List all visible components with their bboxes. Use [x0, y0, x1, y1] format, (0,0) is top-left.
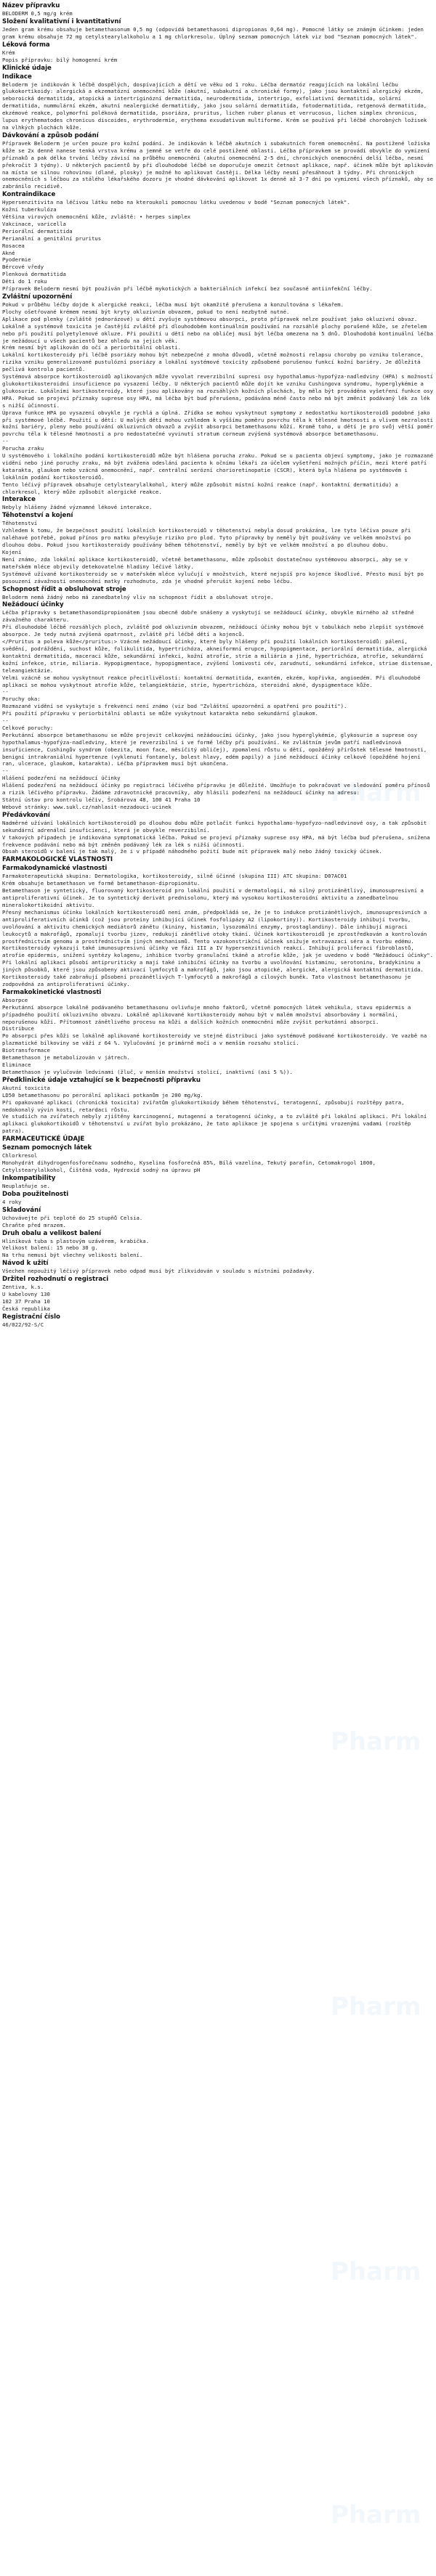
section-heading: Návod k užití [2, 1260, 49, 1268]
body-text: Celkové poruchy: [2, 724, 54, 731]
body-text: Neuplatňuje se. [2, 1182, 50, 1189]
section-heading: Předávkování [2, 811, 50, 819]
body-text: Státní ústav pro kontrolu léčiv, Šrobárova 48, 100 41 Praha 10 [2, 796, 201, 803]
section-heading: Těhotenství a kojení [2, 512, 73, 520]
body-text: Není známo, zda lokální aplikace kortikosteroidů, včetně betamethasonu, může způsobit dostatečnou systémovou absorpci, aby se v mateřském mléce objevily detekovatelné hladiny léčivé látky. [2, 555, 411, 570]
body-text: Při opakované aplikaci (chronická toxicita) zvířatům glukokortikoidy během těhotenství, teratogenní, způsobují rozštěpy patra, nedokonalý vývin kostí, retardaci růstu. [2, 1099, 408, 1113]
body-text: Chlorkresol [2, 1152, 38, 1159]
body-text: LD50 betamethasonu po perorální aplikaci potkanům je 200 mg/kg. [2, 1091, 203, 1099]
body-text: Přesný mechanismus účinku lokálních kortikosteroidů není znám, předpokládá se, že je to indukce protizánětlivých, imunosupresivních a antiproliferativních účinků (což jsou proteiny inhibující účinek fosfolipázy A2 (lipokortiny)). Kortikosteroidy inhibují tvorbu, uvolňování a aktivitu chemických mediátorů zánětu (kininy, histamin, lysozomální enzymy, prostaglandiny). Dále inhibují migraci leukocytů a makrofágů, zpomalují tvorbu jizev, redukují zánětlivé otoky tkání. Účinek kortikosteroidů je zprostředkován a kontrolován prostřednictvím genomu a prostřednictvím jiných mechanismů. Tento vazokonstrikční účinek snižuje extravazaci séra a tvorbu edému. Kortikosteroidy vykazují také imunosupresivní účinky ve fázi III a IV hypersenzitivních reakcí. Inhibují proliferaci fibroblastů, atrofie epidermis, snížení syntézy kolagenu, inhibice tvorby granulační tkáně a atrofie kůže, jak je uvedeno v bodě "Nežádoucí účinky". Při lokální aplikaci působí antipruriticky a mají také inhibiční účinky na tvorbu a uvolňování histaminu, serotoninu, bradykininu a jiných působků, které jsou způsobeny aktivací lymfocytů a makrofágů, jako jsou atopické, alergické, alergická kontaktní dermatitida. Kortikosteroidy také zabraňují působení prozánětlivých T-lymfocytů a makrofágů a cílových buněk. Tato vlastnost betamethasonu je zodpovědná za antiproliferativní účinky. [2, 908, 434, 987]
separator: -- [2, 767, 9, 775]
separator: -- [2, 438, 9, 445]
body-text: Hlášení podezření na nežádoucí účinky [2, 775, 121, 782]
section-heading: Registrační číslo [2, 1313, 60, 1321]
separator: -- [2, 717, 9, 725]
pharmacy-watermark: Pharm [331, 1727, 421, 1756]
body-text: Kožní tuberkulóza [2, 206, 57, 213]
section-heading: Léková forma [2, 41, 50, 49]
body-text: Pyodermie [2, 256, 31, 264]
section-heading: Inkompatibility [2, 1174, 56, 1182]
body-text: Perkutánní absorpce betamethasonu se může projevit celkovými nežádoucími účinky, jako jsou hyperglykémie, glykosurie a suprese osy hypothalamus-hypofýza-nadledviny, které je reverzibilní i ve formě léčby při používání. Ke zvláštním jevům patří nadledvinová insuficience, Cushingův syndrom (obezita, moon face, měsíčitý obličej), zpomalení růstu u dětí, opožděný přírůstek tělesné hmotnosti, benigní intrakraniální hypertenze (vyklenutí fontanely, bolest hlavy, edém papily) a jiné nežádoucí účinky celkové (opožděné hojení ran, ulcerace, glaukom, katarakta). Léčba přípravkem musí být ukončena. [2, 731, 430, 767]
body-text: Na trhu nemusí být všechny velikosti balení. [2, 1252, 143, 1259]
body-text: </Pruritus a poleva kůže</pruritus:> Vzácné nežádoucí účinky, které byly hlášeny při použití lokálních kortikosteroidů: pálení, svědění, podráždění, suchost kůže, folikulitida, hypertrichóza, akneiformní erupce, hypopigmentace, periorální dermatitida, alergická kontaktní dermatitida, maceraci kůže, sekundární infekci, kožní atrofie, strie a miliária a jiné, hypertrichóza, atrofie, sekundární kožní infekce, strie, miliaria. Hypopigmentace, hypopigmentace, zvýšení lomivosti cév, zarudnutí, sekundární infekce, striae distensae, teleangiektázie. [2, 638, 434, 674]
body-text: Betamethason je syntetický, fluorovaný kortikosteroid pro lokální použití v dermatologii, má silný protizánětlivý, imunosupresivní a antiproliferativní účinek. Je to syntetický derivát prednisolonu, který má vysokou kortikosteroidní aktivitu a zanedbatelnou mineralokortikoidní aktivitu. [2, 887, 427, 908]
section-heading: Druh obalu a velikost balení [2, 1229, 102, 1237]
body-text: Chraňte před mrazem. [2, 1221, 66, 1228]
section-heading: Farmakodynamické vlastnosti [2, 865, 108, 873]
body-text: Systémově užívané kortikosteroidy se v mateřském mléce vylučují v množstvích, které nejspíš pro kojence škodlivé. Přesto musí být po posouzení závažnosti onemocnění matky rozhodnuto, zda je vhodné přerušit kojení nebo léčbu. [2, 570, 427, 584]
body-text: Obsah steroidů v balení je tak malý, že i v případě náhodného požití bude mít přípravek malý nebo žádný toxický účinek. [2, 848, 382, 855]
body-text: Při dlouhodobé léčbě rozsáhlých ploch, zvláště pod okluzivním obvazem, nežádoucí účinky mohou být v tabulkách nebo zlepšit systémové absorpce. Je tedy nutná zvýšená opatrnost, zvláště při léčbě dětí a kojenců. [2, 624, 427, 638]
body-text: Hypersenzitivita na léčivou látku nebo na kteroukoli pomocnou látku uvedenou v bodě "Seznam pomocných látek". [2, 199, 350, 206]
section-heading: Složení kvalitativní i kvantitativní [2, 17, 121, 25]
body-text: Beloderm je indikován k léčbě dospělých, dospívajících a dětí ve věku od 1 roku. Léčba dermatóz reagujících na lokální léčbu glukokortikoidy: alergická a ekzematózní onemocnění kůže (akutní, subakutní a chronické formy), jako jsou kontaktní alergický ekzém, seboroická dermatitida, atopická a intertriginózní dermatitida, neurodermitida, intertrigo, exfoliativní dermatitida, solární dermatitida, nummulární ekzém, akutní nealergické dermatitidy, jako jsou solární dermatitida, fotodermatitida, retgenová dermatitida, ekzémové reakce, polymorfní poléková dermatitida, psoriáza, pruritus, lichen ruber planus et verrucosus, lichen simplex chronicus, lupus erythematodes chronicus discoides, erythrodermie, erythema exsudativum multiforme. Krém se používá při léčbě chorobných ložisek na vlhkých plochách kůže. [2, 81, 430, 131]
body-text: Velikost balení: 15 nebo 30 g. [2, 1244, 98, 1252]
section-heading: Název přípravku [2, 2, 60, 9]
body-text: Přípravek Beloderm je určen pouze pro kožní podání. Je indikován k léčbě akutních i subakutních forem onemocnění. Na postižené ložiska kůže se 2x denně nanese tenká vrstva krému a jemně se vetře do celé postižené oblasti. Léčba přípravkem se provádí obvykle do vymizení příznaků a pak délka trvání léčby závisí na průběhu onemocnění (akutní onemocnění 2-5 dní, chronických onemocnění delší léčba, nesmí překročit 3 týdny). U některých pacientů by při dlouhodobé léčbě se doporučuje omezit četnost aplikace, např. účinek může být aplikován na místa se silnou rohovinou (dlaně, plosky) je možné ho aplikovat častěji. Délka léčby nesmí přesáhnout 3 týdny. Při chronických onemocněních s léčbou za stálého lékařského dozoru je vhodné dávkování aplikovat 1x denně až 3-7 dní po vymizení všech příznaků, aby se zabránilo recidivě. [2, 139, 434, 190]
body-text: Biotransformace [2, 1047, 50, 1054]
section-heading: Skladování [2, 1206, 41, 1214]
body-text: U systémového i lokálního podání kortikosteroidů může být hlášena porucha zraku. Pokud se u pacienta objeví symptomy, jako je rozmazané vidění nebo jiné poruchy zraku, má být zvážena odeslání pacienta k očnímu lékaři za účelem vyšetření možných příčin, mezi které patří katarakta, glaukom nebo vzácná onemocnění, např. centrální serózní chorioretinopatie (CSCR), která byla hlášena po systémovém i lokálním podání kortikosteroidů. [2, 452, 434, 481]
body-text: Kojení [2, 549, 22, 555]
body-text: Poruchy oka: [2, 696, 41, 703]
body-text: Uchovávejte při teplotě do 25 stupňů Celsia. [2, 1214, 143, 1221]
body-text: Betamethason je vylučován ledvinami (žluč, v menším množství stolicí, inaktivní (asi 5 %)). [2, 1068, 293, 1075]
body-text: Popis přípravku: bílý homogenní krém [2, 56, 118, 63]
body-text: Pokud v průběhu léčby dojde k alergické reakci, léčba musí být okamžitě přerušena a konzultována s lékařem. [2, 301, 344, 308]
body-text: Hlášení podezření na nežádoucí účinky po registraci léčivého přípravku je důležité. Umožňuje to pokračovat ve sledování poměru přínosů a rizik léčivého přípravku. Žádáme zdravotnické pracovníky, aby hlásili podezření na nežádoucí účinky na adresu: [2, 782, 434, 796]
pharmacy-watermark: Pharm [331, 778, 421, 807]
body-text: Děti do 1 roku [2, 278, 47, 285]
body-text: 46/022/92-S/C [2, 1321, 44, 1328]
body-text: Plenková dermatitida [2, 271, 66, 278]
body-text: Nebyly hlášeny žádné významné lékové interakce. [2, 504, 153, 511]
section-heading: FARMACEUTICKÉ ÚDAJE [2, 1136, 85, 1144]
section-heading: Farmakokinetické vlastnosti [2, 988, 102, 996]
body-text: Perkutánní absorpce lokálně podávaného betamethasonu ovlivňuje mnoho faktorů, včetně pomocných látek vehikula, stavu epidermis a případného použití okluzivního obvazu. Lokálně aplikované kortikosteroidy mohou být v malém množství absorbovány i normální, neporušenou kůží. Přítomnost zánětlivého procesu na kůži a dalších kožních onemocnění může zvýšit perkutánní absorpci. [2, 1003, 414, 1025]
body-text: Zentiva, k.s. [2, 1284, 44, 1291]
body-text: Většina virových onemocnění kůže, zvláště: • herpes simplex [2, 213, 191, 221]
section-heading: FARMAKOLOGICKÉ VLASTNOSTI [2, 856, 113, 864]
separator: -- [2, 688, 9, 696]
body-text: Beloderm nemá žádný nebo má zanedbatelný vliv na schopnost řídit a obsluhovat stroje. [2, 593, 274, 600]
body-text: Krém [2, 49, 15, 56]
body-text: Vzhledem k tomu, že bezpečnost použití lokálních kortikosteroidů v těhotenství nebyla dosud prokázána, lze tyto léčiva pouze při naléhavé potřebě, pokud přínos pro matku převyšuje riziko pro plod. Tyto přípravky by neměly být používány ve velkém množství po dlouhou dobu. Pokud jsou kortikosteroidy používány během těhotenství, neměly by být ve velkém množství a po dlouhou dobu. [2, 527, 414, 549]
body-text: Absorpce [2, 996, 28, 1003]
body-text: 4 roky [2, 1198, 22, 1205]
body-text: U kabelovny 130 [2, 1291, 50, 1298]
body-text: Nadměrné užívání lokálních kortikosteroidů po dlouhou dobu může potlačit funkci hypothalamo-hypofyzo-nadledvinové osy, a tak způsobit sekundární adrenální insuficienci, která je obvykle reverzibilní. [2, 819, 430, 833]
body-text: Farmakoterapeutická skupina: Dermatologika, kortikosteroidy, silně účinné (skupina III) ATC skupina: D07AC01 [2, 873, 347, 880]
body-text: Česká republika [2, 1305, 50, 1312]
body-text: Krém nesmí být aplikován do očí a periorbitální oblasti. [2, 344, 182, 351]
body-text: Rosacea [2, 242, 25, 249]
body-text: Aplikace pod plenky (zvláště jednorázové) u dětí zvyšuje systémovou absorpci, proto přípravek nelze používat jako okluzivní obvaz. [2, 315, 418, 322]
body-text: Při použití přípravku v periorbitální oblasti se může vyskytnout katarakta nebo sekundární glaukom. [2, 710, 318, 717]
body-text: Velmi vzácně se mohou vyskytnout reakce přecitlivělosti: kontaktní dermatitida, exantém, ekzém, kopřivka, angioedém. Při dlouhodobé aplikaci se mohou vyskytnout atrofie kůže, telangiektázie, strie, hypertrichóza, steroidní akné, dyspigmentace kůže. [2, 674, 424, 688]
body-text: Porucha zraku [2, 445, 44, 452]
body-text: Lokálně a systémově toxicita je častější zvláště při dlouhodobém kontinuálním používání na rozsáhlé plochy porušené kůže, se zřetelem nebo při použití polyetylenové okluze. Při použití u dětí nebo na obličej musí být léčba omezena na 5 dnů. Dlouhodobá kontinuální léčba je nežádoucí u všech pacientů bez ohledu na jejich věk. [2, 322, 434, 344]
body-text: Monohydrát dihydrogenfosforečnanu sodného, Kyselina fosforečná 85%, Bílá vazelína, Tekutý parafin, Cetomakrogol 1000, Cetylstearylalkohol, Čištěná voda, Hydroxid sodný na úpravu pH [2, 1159, 379, 1173]
section-heading: Držitel rozhodnutí o registraci [2, 1276, 109, 1284]
body-text: Systémová absorpce kortikosteroidů aplikovaných může vyvolat reverzibilní supresi osy hypothalamus-hypofýza-nadledviny (HPA) s možností glukokortikosteroidní insuficience po vysazení léčby. U některých pacientů může dojít ke vzniku Cushingova syndromu, hyperglykémie a glukosurie. Lokálními kortikosteroidy, které jsou aplikovány na rozsáhlých kožních plochách, by měla být prováděna vyšetření funkce osy HPA. Pokud se projeví příznaky suprese osy HPA, má léčba být buď přerušena, podávána méně často nebo má být změnit podávaný lék za lék s nižší účinností. [2, 373, 434, 409]
body-text: Léčba přípravky s betamethasondipropionátem jsou obecně dobře snášeny a vyskytují se nežádoucí účinky, obvykle mírného až středně závažného charakteru. [2, 609, 418, 624]
section-heading: Zvláštní upozornění [2, 293, 73, 301]
body-text: Betamethason je metabolizován v játrech. [2, 1054, 130, 1061]
section-heading: Kontraindikace [2, 191, 56, 199]
section-heading: Dávkování a způsob podání [2, 131, 99, 139]
body-text: Lokální kortikosteroidy při léčbě psoriázy mohou být nebezpečné z mnoha důvodů, včetně možnosti relapsu choroby po vzniku tolerance, rizika vzniku generalizované pustulózní psoriázy a lokální systémové toxicity způsobené porušenou funkcí kožní bariéry. Je důležitá pečlivá kontrola pacientů. [2, 351, 427, 373]
body-text: Perianální a genitální pruritus [2, 235, 102, 242]
body-text: Plochy ošetřované krémem nesmí být kryty okluzivním obvazem, pokud to není nezbytně nutné. [2, 308, 290, 315]
body-text: Vakcinace, varicella [2, 220, 66, 227]
pharmacy-watermark: Pharm [331, 2257, 421, 2286]
section-heading: Klinické údaje [2, 64, 52, 72]
body-text: Krém obsahuje betamethason ve formě betamethason-dipropionátu. [2, 880, 201, 887]
section-heading: Seznam pomocných látek [2, 1144, 92, 1152]
body-text: Běrcové vředy [2, 264, 44, 271]
section-heading: Nežádoucí účinky [2, 601, 64, 609]
body-text: Přípravek Beloderm nesmí být používán při léčbě mykotických a bakteriálních infekcí bez současné antiinfekční léčby. [2, 285, 373, 293]
body-text: Akné [2, 249, 15, 256]
body-text: Tento léčivý přípravek obsahuje cetylstearylalkohol, který může způsobit místní kožní reakce (např. kontaktní dermatitidu) a chlorkresol, který může způsobit alergické reakce. [2, 481, 402, 495]
body-text: Po absorpci přes kůži se lokálně aplikované kortikosteroidy ve stejné distribuci jako systémově podávané kortikosteroidy. Ve vazbě na plazmatické bílkoviny se váží z 64 %. Vylučování je primárně močí a v menším rozsahu stolicí. [2, 1032, 430, 1047]
body-text: Všechen nepoužitý léčivý přípravek nebo odpad musí být zlikvidován v souladu s místními požadavky. [2, 1268, 315, 1275]
body-text: Úprava funkce HPA po vysazení obvykle je rychlá a úplná. Zřídka se mohou vyskytnout symptomy z nedostatku kortikosteroidů podobné jako při systémové léčbě. Použití u dětí: U malých dětí mohou vzhledem k vyššímu poměru povrchu těla k tělesné hmotnosti a vlivem nezralosti kožní bariéry, pleny nebo používání okluzivních obvazů a zvýšit absorpci betamethasonu kůží. Kromě toho, u dětí je pro svůj větší poměr povrchu těla k tělesné hmotnosti a pro nedostatečné vyvinutí stratum corneum zvýšená systémová absorpce betamethasonu. [2, 409, 434, 438]
pharmacy-watermark: Pharm [331, 2500, 421, 2530]
body-text: Rozmazané vidění se vyskytuje s frekvencí není známo (viz bod "Zvláštní upozornění a opatření pro použití"). [2, 703, 347, 710]
section-heading: Schopnost řídit a obsluhovat stroje [2, 585, 126, 593]
body-text: 102 37 Praha 10 [2, 1297, 50, 1305]
section-heading: Interakce [2, 496, 36, 504]
body-text: Jeden gram krému obsahuje betamethasonum 0,5 mg (odpovídá betamethasoni dipropionas 0,64 mg). Pomocné látky se známým účinkem: jeden gram krému obsahuje 72 mg cetylstearylalkoholu a 1 mg chlorkresolu. Úplný seznam pomocných látek viz bod "Seznam pomocných látek". [2, 25, 427, 40]
body-text: Webové stránky: www.sukl.cz/nahlasit-nezadouci-ucinek [2, 803, 171, 810]
body-text: BELODERM 0,5 mg/g krém [2, 10, 73, 17]
body-text: Akutní toxicita [2, 1084, 50, 1091]
body-text: Hliníková tuba s plastovým uzávěrem, krabička. [2, 1237, 150, 1244]
section-heading: Doba použitelnosti [2, 1190, 69, 1198]
body-text: Ve studiích na zvířatech nebyly zjištěny karcinogenní, mutagenní a teratogenní účinky, a to zvláště při lokální aplikaci. Při lokální aplikaci glukokortikoidů v těhotenství u zvířat bylo prokázáno, že tato aplikace je spojena s určitými vrozenými vadami (rozštěp patra). [2, 1113, 430, 1135]
body-text: Periorální dermatitida [2, 227, 73, 235]
pharmacy-watermark: Pharm [331, 1992, 421, 2021]
section-heading: Indikace [2, 73, 32, 81]
body-text: Distribuce [2, 1025, 34, 1032]
body-text: Těhotenství [2, 520, 38, 527]
body-text: V takových případech je indikována symptomatická léčba. Pokud se projeví příznaky suprese osy HPA, má být léčba buď přerušena, snížena frekvence podávání nebo má být změněn podávaný lék za lék s nižší účinností. [2, 833, 434, 848]
section-heading: Předklinické údaje vztahující se k bezpečnosti přípravku [2, 1076, 201, 1084]
body-text: Eliminace [2, 1061, 31, 1068]
